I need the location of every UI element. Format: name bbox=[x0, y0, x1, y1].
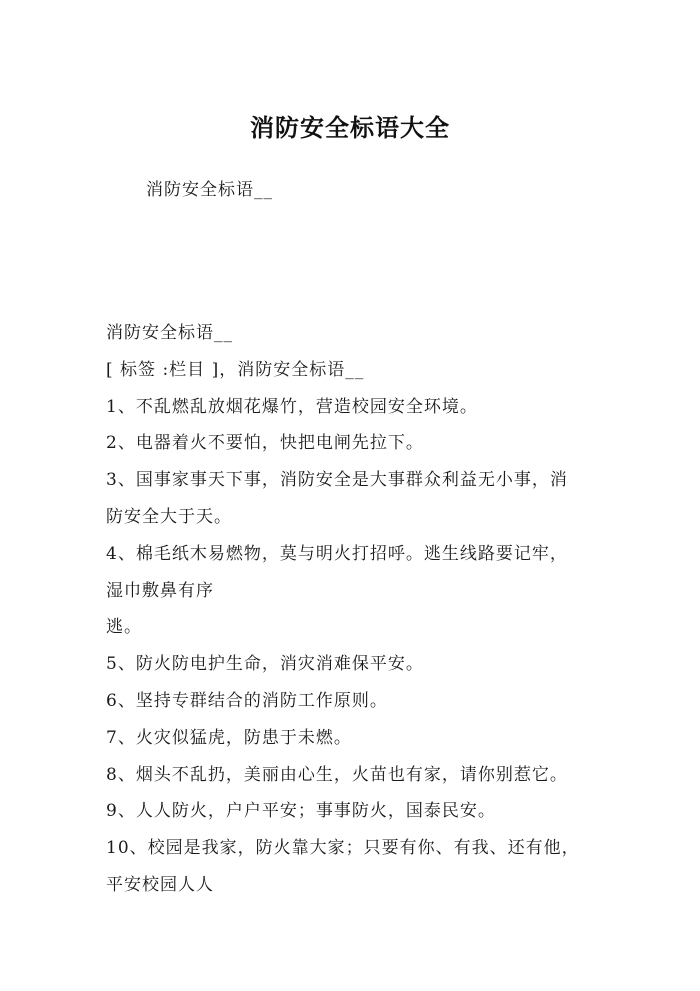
document-body bbox=[106, 315, 596, 904]
body-line: 湿巾敷鼻有序 bbox=[106, 580, 214, 601]
document-subtitle: 消防安全标语__ bbox=[146, 180, 273, 200]
document-title: 消防安全标语大全 bbox=[250, 114, 450, 142]
body-line: [ 标签 :栏目 ]，消防安全标语__ bbox=[106, 359, 365, 380]
body-line: 4、棉毛纸木易燃物，莫与明火打招呼。逃生线路要记牢， bbox=[106, 543, 568, 564]
body-line: 3、国事家事天下事，消防安全是大事群众利益无小事，消 bbox=[106, 470, 568, 491]
body-line: 6、坚持专群结合的消防工作原则。 bbox=[106, 690, 388, 711]
body-line: 10、校园是我家，防火靠大家；只要有你、有我、还有他， bbox=[106, 838, 580, 859]
body-line: 1、不乱燃乱放烟花爆竹，营造校园安全环境。 bbox=[106, 396, 478, 417]
body-line: 2、电器着火不要怕，快把电闸先拉下。 bbox=[106, 433, 424, 454]
body-line: 防安全大于天。 bbox=[106, 506, 232, 527]
body-line: 8、烟头不乱扔，美丽由心生，火苗也有家，请你别惹它。 bbox=[106, 764, 568, 785]
body-line: 5、防火防电护生命，消灾消难保平安。 bbox=[106, 654, 424, 675]
body-line: 消防安全标语__ bbox=[106, 323, 233, 343]
body-line: 逃。 bbox=[106, 617, 142, 638]
body-line: 7、火灾似猛虎，防患于未燃。 bbox=[106, 727, 352, 748]
body-line: 平安校园人人 bbox=[106, 874, 214, 895]
body-line: 9、人人防火，户户平安；事事防火，国泰民安。 bbox=[106, 801, 496, 822]
